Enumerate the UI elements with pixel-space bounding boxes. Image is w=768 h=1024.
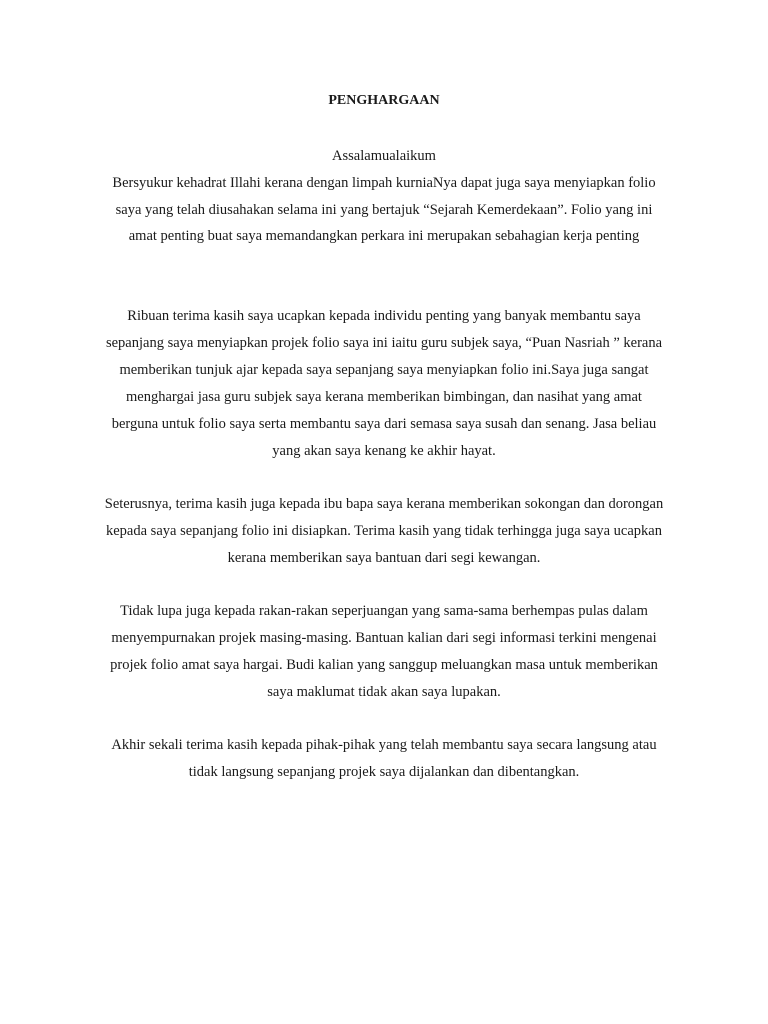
paragraph-line: Akhir sekali terima kasih kepada pihak-pihak yang telah membantu saya secara langsung atau (111, 737, 657, 753)
paragraph-line: menghargai jasa guru subjek saya kerana memberikan bimbingan, dan nasihat yang amat (126, 389, 642, 405)
document-title: PENGHARGAAN (328, 93, 440, 108)
greeting: Assalamualaikum (332, 148, 436, 164)
paragraph-line: projek folio amat saya hargai. Budi kalian yang sanggup meluangkan masa untuk memberikan (110, 657, 658, 673)
paragraph-line: saya maklumat tidak akan saya lupakan. (267, 684, 501, 700)
paragraph-line: Ribuan terima kasih saya ucapkan kepada individu penting yang banyak membantu saya (127, 308, 641, 324)
paragraph-line: amat penting buat saya memandangkan perkara ini merupakan sebahagian kerja penting (128, 228, 640, 244)
paragraph-line: Bersyukur kehadrat Illahi kerana dengan limpah kurniaNya dapat juga saya menyiapkan folio (112, 175, 656, 191)
paragraph-line: memberikan tunjuk ajar kepada saya sepanjang saya menyiapkan folio ini.Saya juga sangat (119, 362, 649, 378)
paragraph-line: tidak langsung sepanjang projek saya dijalankan dan dibentangkan. (188, 764, 580, 780)
paragraph-line: kerana memberikan saya bantuan dari segi kewangan. (227, 550, 541, 566)
paragraph-line: yang akan saya kenang ke akhir hayat. (272, 443, 496, 459)
paragraph-line: Tidak lupa juga kepada rakan-rakan seperjuangan yang sama-sama berhempas pulas dalam (120, 603, 648, 619)
paragraph-line: saya yang telah diusahakan selama ini yang bertajuk “Sejarah Kemerdekaan”. Folio yang ini (115, 202, 653, 218)
paragraph-line: sepanjang saya menyiapkan projek folio saya ini iaitu guru subjek saya, “Puan Nasriah ” kerana (105, 335, 663, 351)
paragraph-line: menyempurnakan projek masing-masing. Bantuan kalian dari segi informasi terkini mengenai (111, 630, 657, 646)
paragraph-line: berguna untuk folio saya serta membantu saya dari semasa saya susah dan senang. Jasa beliau (111, 416, 657, 432)
paragraph-line: kepada saya sepanjang folio ini disiapkan. Terima kasih yang tidak terhingga juga saya ucapkan (106, 523, 662, 539)
paragraph-line: Seterusnya, terima kasih juga kepada ibu bapa saya kerana memberikan sokongan dan dorongan (104, 496, 664, 512)
